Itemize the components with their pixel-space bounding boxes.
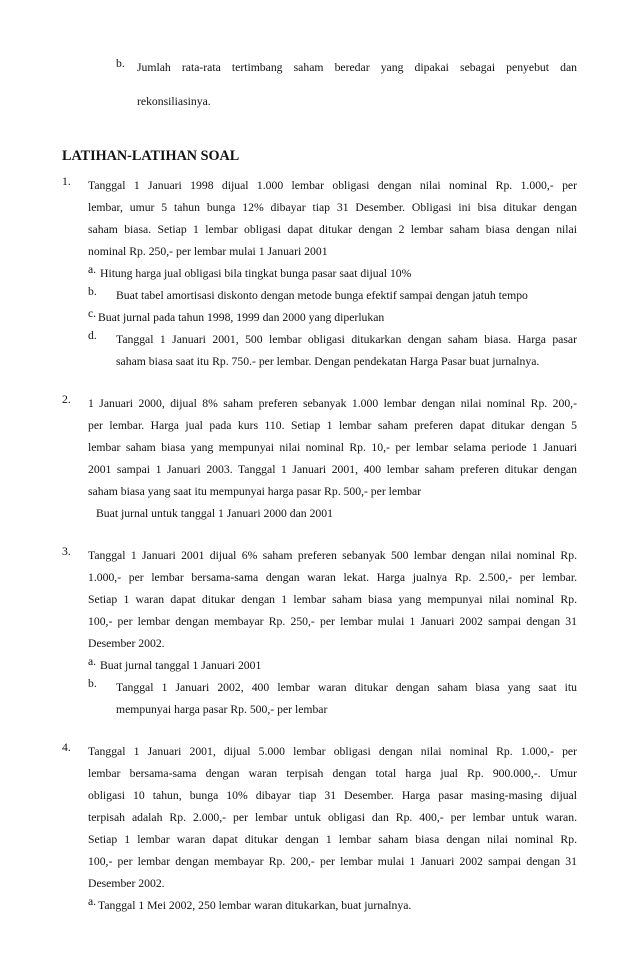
- item-marker: d.: [88, 329, 97, 342]
- text-line: saham biasa yang saat itu mempunyai harga pasar Rp. 500,- per lembar: [88, 485, 422, 498]
- text-line: Jumlah rata-rata tertimbang saham beredar yang dipakai sebagai penyebut dan: [137, 61, 577, 74]
- item-text: Buat jurnal tanggal 1 Januari 2001: [100, 659, 262, 672]
- text-line: 100,- per lembar dengan membayar Rp. 250,- per lembar mulai 1 Januari 2002 sampai dengan 31: [88, 615, 577, 628]
- question-2-body: [88, 393, 577, 503]
- text-line: lembar saham biasa yang mempunyai nilai nominal Rp. 10,- per lembar selama periode 1 Januari: [88, 441, 577, 454]
- question-number: 4.: [62, 741, 71, 754]
- text-line: lembar bersama-sama dengan waran terpisah dengan total harga jual Rp. 900.000,-. Umur: [88, 767, 577, 780]
- question-3-body: [88, 545, 577, 655]
- question-number: 3.: [62, 545, 71, 558]
- question-number: 2.: [62, 393, 71, 406]
- text-line: 1.000,- per lembar bersama-sama dengan waran lekat. Harga jualnya Rp. 2.500,- per lembar.: [88, 571, 577, 584]
- item-marker: b.: [88, 677, 97, 690]
- text-line: Tanggal 1 Januari 2002, 400 lembar waran ditukar dengan saham biasa yang saat itu: [116, 681, 577, 694]
- question-4-body: [88, 741, 577, 895]
- text-line: rekonsiliasinya.: [137, 95, 211, 108]
- text-line: Setiap 1 lembar waran dapat ditukar dengan 1 lembar saham biasa dengan nilai nominal Rp.: [88, 833, 577, 846]
- item-text: [116, 329, 577, 373]
- text-line: Tanggal 1 Januari 1998 dijual 1.000 lembar obligasi dengan nilai nominal Rp. 1.000,- per: [88, 179, 577, 192]
- question-1-body: [88, 175, 577, 263]
- item-text: Buat tabel amortisasi diskonto dengan metode bunga efektif sampai dengan jatuh tempo: [116, 289, 528, 302]
- text-line: lembar, umur 5 tahun bunga 12% dibayar tiap 31 Desember. Obligasi ini bisa ditukar dengan: [88, 201, 577, 214]
- item-marker: a.: [88, 263, 97, 276]
- item-marker: a.: [88, 895, 97, 908]
- item-text: Buat jurnal pada tahun 1998, 1999 dan 2000 yang diperlukan: [98, 311, 385, 324]
- item-marker: b.: [88, 285, 97, 298]
- intro-item-text: [137, 57, 577, 113]
- text-line: terpisah adalah Rp. 2.000,- per lembar untuk obligasi dan Rp. 400,- per lembar untuk waran.: [88, 811, 577, 824]
- text-line: Desember 2002.: [88, 637, 165, 650]
- text-line: obligasi 10 tahun, bunga 10% dibayar tiap 31 Desember. Harga pasar masing-masing dijual: [88, 789, 577, 802]
- text-line: per lembar. Harga jual pada kurs 110. Setiap 1 lembar saham preferen dapat ditukar dengan 5: [88, 419, 577, 432]
- text-line: Desember 2002.: [88, 877, 165, 890]
- section-heading: LATIHAN-LATIHAN SOAL: [62, 148, 240, 164]
- text-line: 1 Januari 2000, dijual 8% saham preferen sebanyak 1.000 lembar dengan nilai nominal Rp. 200,-: [88, 397, 577, 410]
- item-marker: a.: [88, 655, 97, 668]
- text-line: Tanggal 1 Januari 2001 dijual 6% saham preferen sebanyak 500 lembar dengan nilai nominal Rp.: [88, 549, 577, 562]
- text-line: Setiap 1 waran dapat ditukar dengan 1 lembar saham biasa yang mempunyai nilai nominal Rp.: [88, 593, 577, 606]
- text-line: saham biasa. Setiap 1 lembar obligasi dapat ditukar dengan 2 lembar saham biasa dengan nilai: [88, 223, 577, 236]
- text-line: nominal Rp. 250,- per lembar mulai 1 Januari 2001: [88, 245, 328, 258]
- text-line: saham biasa saat itu Rp. 750.- per lembar. Dengan pendekatan Harga Pasar buat jurnalnya.: [116, 355, 540, 368]
- text-line: 2001 sampai 1 Januari 2003. Tanggal 1 Januari 2001, 400 lembar saham preferen ditukar dengan: [88, 463, 577, 476]
- text-line: Tanggal 1 Januari 2001, 500 lembar obligasi ditukarkan dengan saham biasa. Harga pasar: [116, 333, 577, 346]
- question-number: 1.: [62, 175, 71, 188]
- item-text: [116, 677, 577, 721]
- text-line: mempunyai harga pasar Rp. 500,- per lembar: [116, 703, 328, 716]
- item-text: Tanggal 1 Mei 2002, 250 lembar waran ditukarkan, buat jurnalnya.: [98, 899, 412, 912]
- item-marker: c.: [88, 307, 97, 320]
- text-line: Tanggal 1 Januari 2001, dijual 5.000 lembar obligasi dengan nilai nominal Rp. 1.000,- per: [88, 745, 577, 758]
- question-2-note: Buat jurnal untuk tanggal 1 Januari 2000 dan 2001: [96, 507, 333, 520]
- intro-item-marker: b.: [116, 57, 125, 70]
- text-line: 100,- per lembar dengan membayar Rp. 200,- per lembar mulai 1 Januari 2002 sampai dengan 31: [88, 855, 577, 868]
- item-text: Hitung harga jual obligasi bila tingkat bunga pasar saat dijual 10%: [100, 267, 412, 280]
